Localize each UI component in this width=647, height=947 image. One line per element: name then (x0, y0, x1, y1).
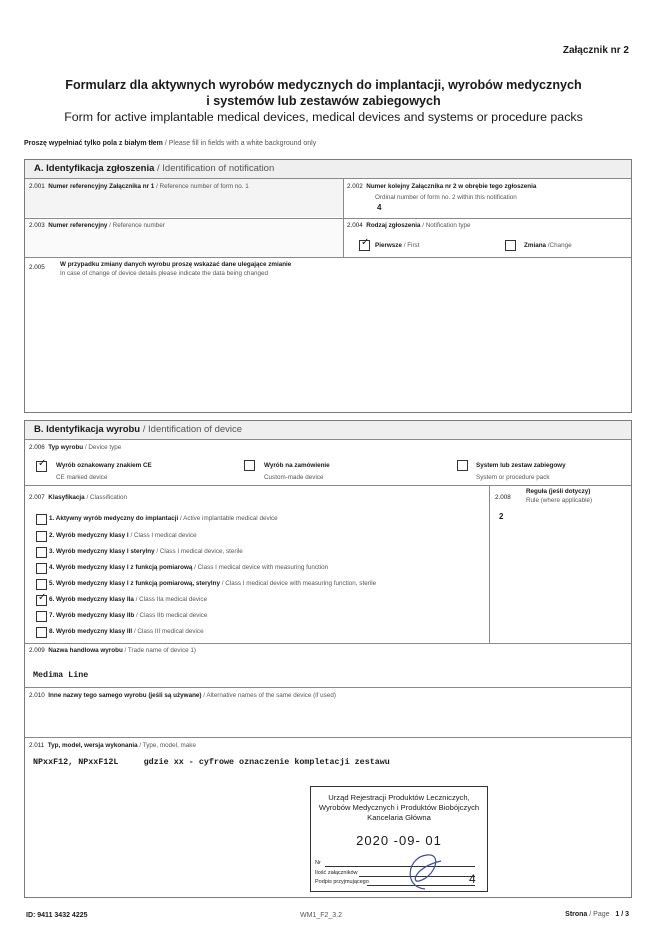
field-2011-label: 2.011 Typ, model, wersja wykonania / Type, model, make (29, 742, 196, 749)
stamp-date: 2020 -09- 01 (356, 833, 442, 848)
field-2002-value[interactable]: 4 (377, 203, 382, 212)
field-2002-label-en: Ordinal number of form no. 2 within this notification (375, 194, 517, 201)
class-checkbox-2[interactable] (36, 531, 47, 542)
field-2005-num: 2.005 (29, 264, 45, 271)
field-2001-label: 2.001 Numer referencyjny Załącznika nr 1 / Reference number of form no. 1 (29, 183, 249, 190)
registration-stamp (310, 786, 488, 892)
field-2008-label-pl: Reguła (jeśli dotyczy) (526, 488, 591, 495)
form-code: WM1_F2_3.2 (300, 912, 343, 919)
trade-name-value[interactable]: Medima Line (33, 670, 89, 680)
stamp-attachments-label: Ilość załączników (315, 870, 358, 876)
option-procedure-pack-en: System or procedure pack (476, 474, 550, 481)
field-2004-label: 2.004 Rodzaj zgłoszenia / Notification type (347, 222, 471, 229)
checkmark-icon: ✓ (38, 592, 47, 603)
field-2005-input[interactable] (30, 282, 625, 406)
section-b-title-pl: B. Identyfikacja wyrobu (34, 424, 141, 435)
class-checkbox-6[interactable] (36, 592, 47, 606)
field-2006-label: 2.006 Typ wyrobu / Device type (29, 444, 122, 451)
option-first-label: Pierwsze / First (375, 242, 420, 249)
field-2005-label-en: In case of change of device details please indicate the data being changed (60, 270, 268, 277)
class-checkbox-4[interactable] (36, 563, 47, 574)
fill-instruction-pl: Proszę wypełniać tylko pola z białym tłem (24, 140, 163, 147)
stamp-attachments-value: 4 (469, 872, 476, 886)
title-pl-line-1: Formularz dla aktywnych wyrobów medycznych do implantacji, wyrobów medycznych (65, 78, 582, 92)
document-id: ID: 9411 3432 4225 (26, 912, 88, 919)
checkbox-first[interactable] (359, 237, 370, 251)
title-pl-line-2: i systemów lub zestawów zabiegowych (206, 94, 441, 108)
handwritten-signature-icon (395, 847, 455, 891)
checkmark-icon: ✓ (361, 237, 370, 248)
stamp-line-2: Wyrobów Medycznych i Produktów Biobójczych (318, 803, 480, 812)
field-2002-label: 2.002 Numer kolejny Załącznika nr 2 w obrębie tego zgłoszenia (347, 183, 537, 190)
field-2008-num: 2.008 (495, 494, 511, 501)
class-checkbox-5[interactable] (36, 579, 47, 590)
stamp-line-3: Kancelaria Główna (367, 813, 431, 822)
field-2008-value[interactable]: 2 (499, 512, 504, 521)
stamp-nr-label: Nr (315, 860, 321, 866)
option-custom-made-pl: Wyrób na zamówienie (264, 462, 330, 469)
type-model-value[interactable]: NPxxF12, NPxxF12L gdzie xx - cyfrowe oznaczenie kompletacji zestawu (33, 757, 390, 767)
class-checkbox-7[interactable] (36, 611, 47, 622)
checkmark-icon: ✓ (38, 458, 47, 469)
option-change-label: Zmiana /Change (524, 242, 572, 249)
checkbox-change[interactable] (505, 240, 516, 251)
field-2010-label: 2.010 Inne nazwy tego samego wyrobu (jeśli są używane) / Alternative names of the same device (if used) (29, 692, 336, 699)
title-en: Form for active implantable medical devices, medical devices and systems or procedure packs (64, 110, 583, 124)
class-checkbox-3[interactable] (36, 547, 47, 558)
field-2009-label: 2.009 Nazwa handlowa wyrobu / Trade name of device 1) (29, 647, 196, 654)
field-2003-label: 2.003 Numer referencyjny / Reference number (29, 222, 165, 229)
section-a-title-en: / Identification of notification (157, 163, 275, 174)
class-checkbox-8[interactable] (36, 627, 47, 638)
section-b-title (34, 424, 242, 435)
checkbox-procedure-pack[interactable] (457, 460, 468, 471)
class-checkbox-1[interactable] (36, 514, 47, 525)
option-procedure-pack-pl: System lub zestaw zabiegowy (476, 462, 566, 469)
fill-instruction (24, 140, 316, 147)
stamp-signature-label: Podpis przyjmującego (315, 879, 369, 885)
field-2008-label-en: Rule (where applicable) (526, 497, 593, 504)
checkbox-ce-marked[interactable] (36, 458, 47, 472)
page-indicator: Strona / Page 1 / 3 (565, 911, 629, 918)
annex-number: Załącznik nr 2 (562, 45, 629, 56)
section-b-title-en: / Identification of device (142, 424, 243, 435)
fill-instruction-en: / Please fill in fields with a white background only (164, 140, 317, 147)
field-2005-label-pl: W przypadku zmiany danych wyrobu proszę wskazać dane ulegające zmianie (60, 261, 292, 268)
stamp-line-1: Urząd Rejestracji Produktów Leczniczych, (328, 793, 470, 802)
option-ce-marked-pl: Wyrób oznakowany znakiem CE (56, 462, 152, 469)
section-a-title-pl: A. Identyfikacja zgłoszenia (34, 163, 155, 174)
checkbox-custom-made[interactable] (244, 460, 255, 471)
option-ce-marked-en: CE marked device (56, 474, 108, 481)
field-2007-label: 2.007 Klasyfikacja / Classification (29, 494, 128, 501)
field-2010-input[interactable] (30, 703, 625, 733)
option-custom-made-en: Custom-made device (264, 474, 324, 481)
section-a-title (34, 163, 274, 174)
